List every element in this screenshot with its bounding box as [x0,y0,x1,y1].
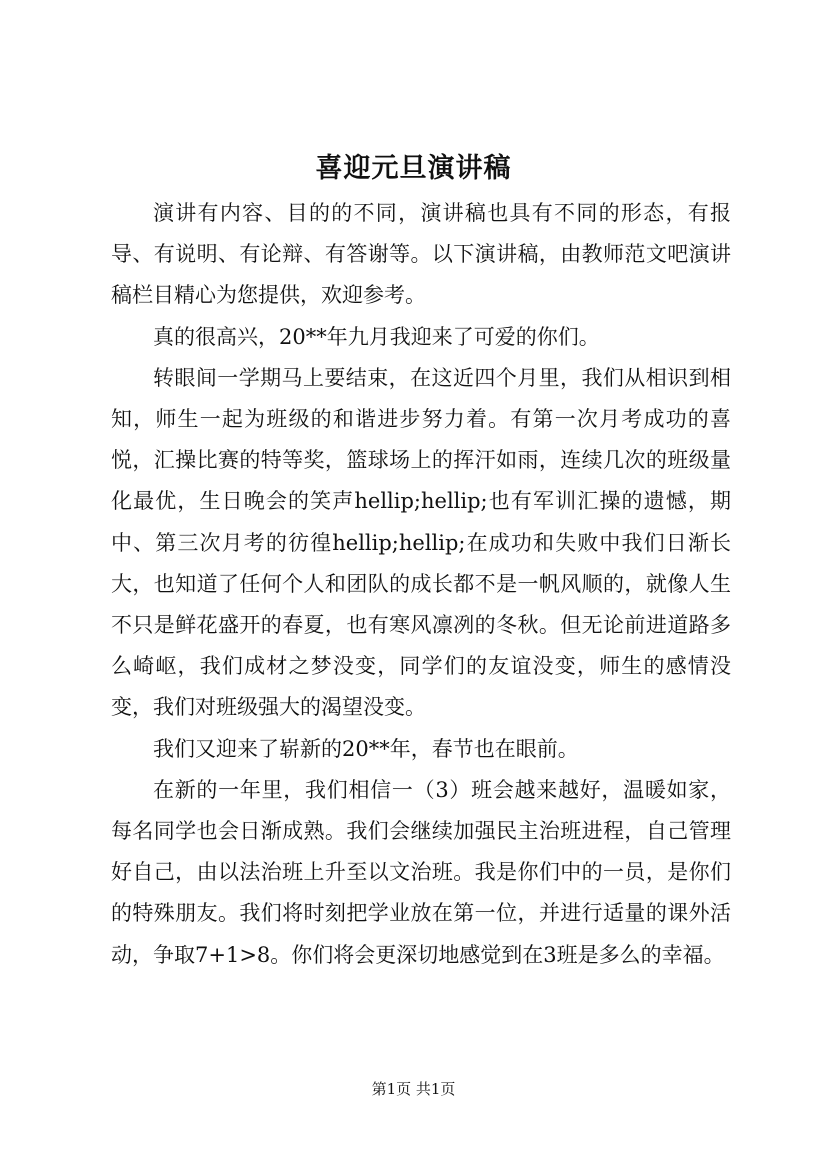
document-title: 喜迎元旦演讲稿 [315,153,512,184]
paragraph-greeting: 真的很高兴，20**年九月我迎来了可爱的你们。 [153,324,600,349]
paragraph-intro: 演讲有内容、目的的不同，演讲稿也具有不同的形态，有报导、有说明、有论辩、有答谢等。以下演讲稿，由教师范文吧演讲稿栏目精心为您提供，欢迎参考。 [111,201,731,308]
paragraph-semester-review: 转眼间一学期马上要结束，在这近四个月里，我们从相识到相知，师生一起为班级的和谐进步努力着。有第一次月考成功的喜悦，汇操比赛的特等奖，篮球场上的挥汗如雨，连续几次的班级量化最优，生日晚会的笑声hellip;hellip;也有军训汇操的遗憾，期中、第三次月考的彷徨hellip;hellip;在成功和失败中我们日渐长大，也知道了任何个人和团队的成长都不是一帆风顺的，就像人生不只是鲜花盛开的春夏，也有寒风凛冽的冬秋。但无论前进道路多么崎岖，我们成材之梦没变，同学们的友谊没变，师生的感情没变，我们对班级强大的渴望没变。 [111,365,731,720]
page-footer: 第1页 共1页 [371,1080,456,1098]
document-body [111,193,731,976]
paragraph-new-year: 我们又迎来了崭新的20**年，春节也在眼前。 [153,736,579,761]
paragraph-hopes: 在新的一年里，我们相信一（3）班会越来越好，温暖如家，每名同学也会日渐成熟。我们会继续加强民主治班进程，自己管理好自己，由以法治班上升至以文治班。我是你们中的一员，是你们的特殊朋友。我们将时刻把学业放在第一位，并进行适量的课外活动，争取7+1>8。你们将会更深切地感觉到在3班是多么的幸福。 [111,777,731,967]
